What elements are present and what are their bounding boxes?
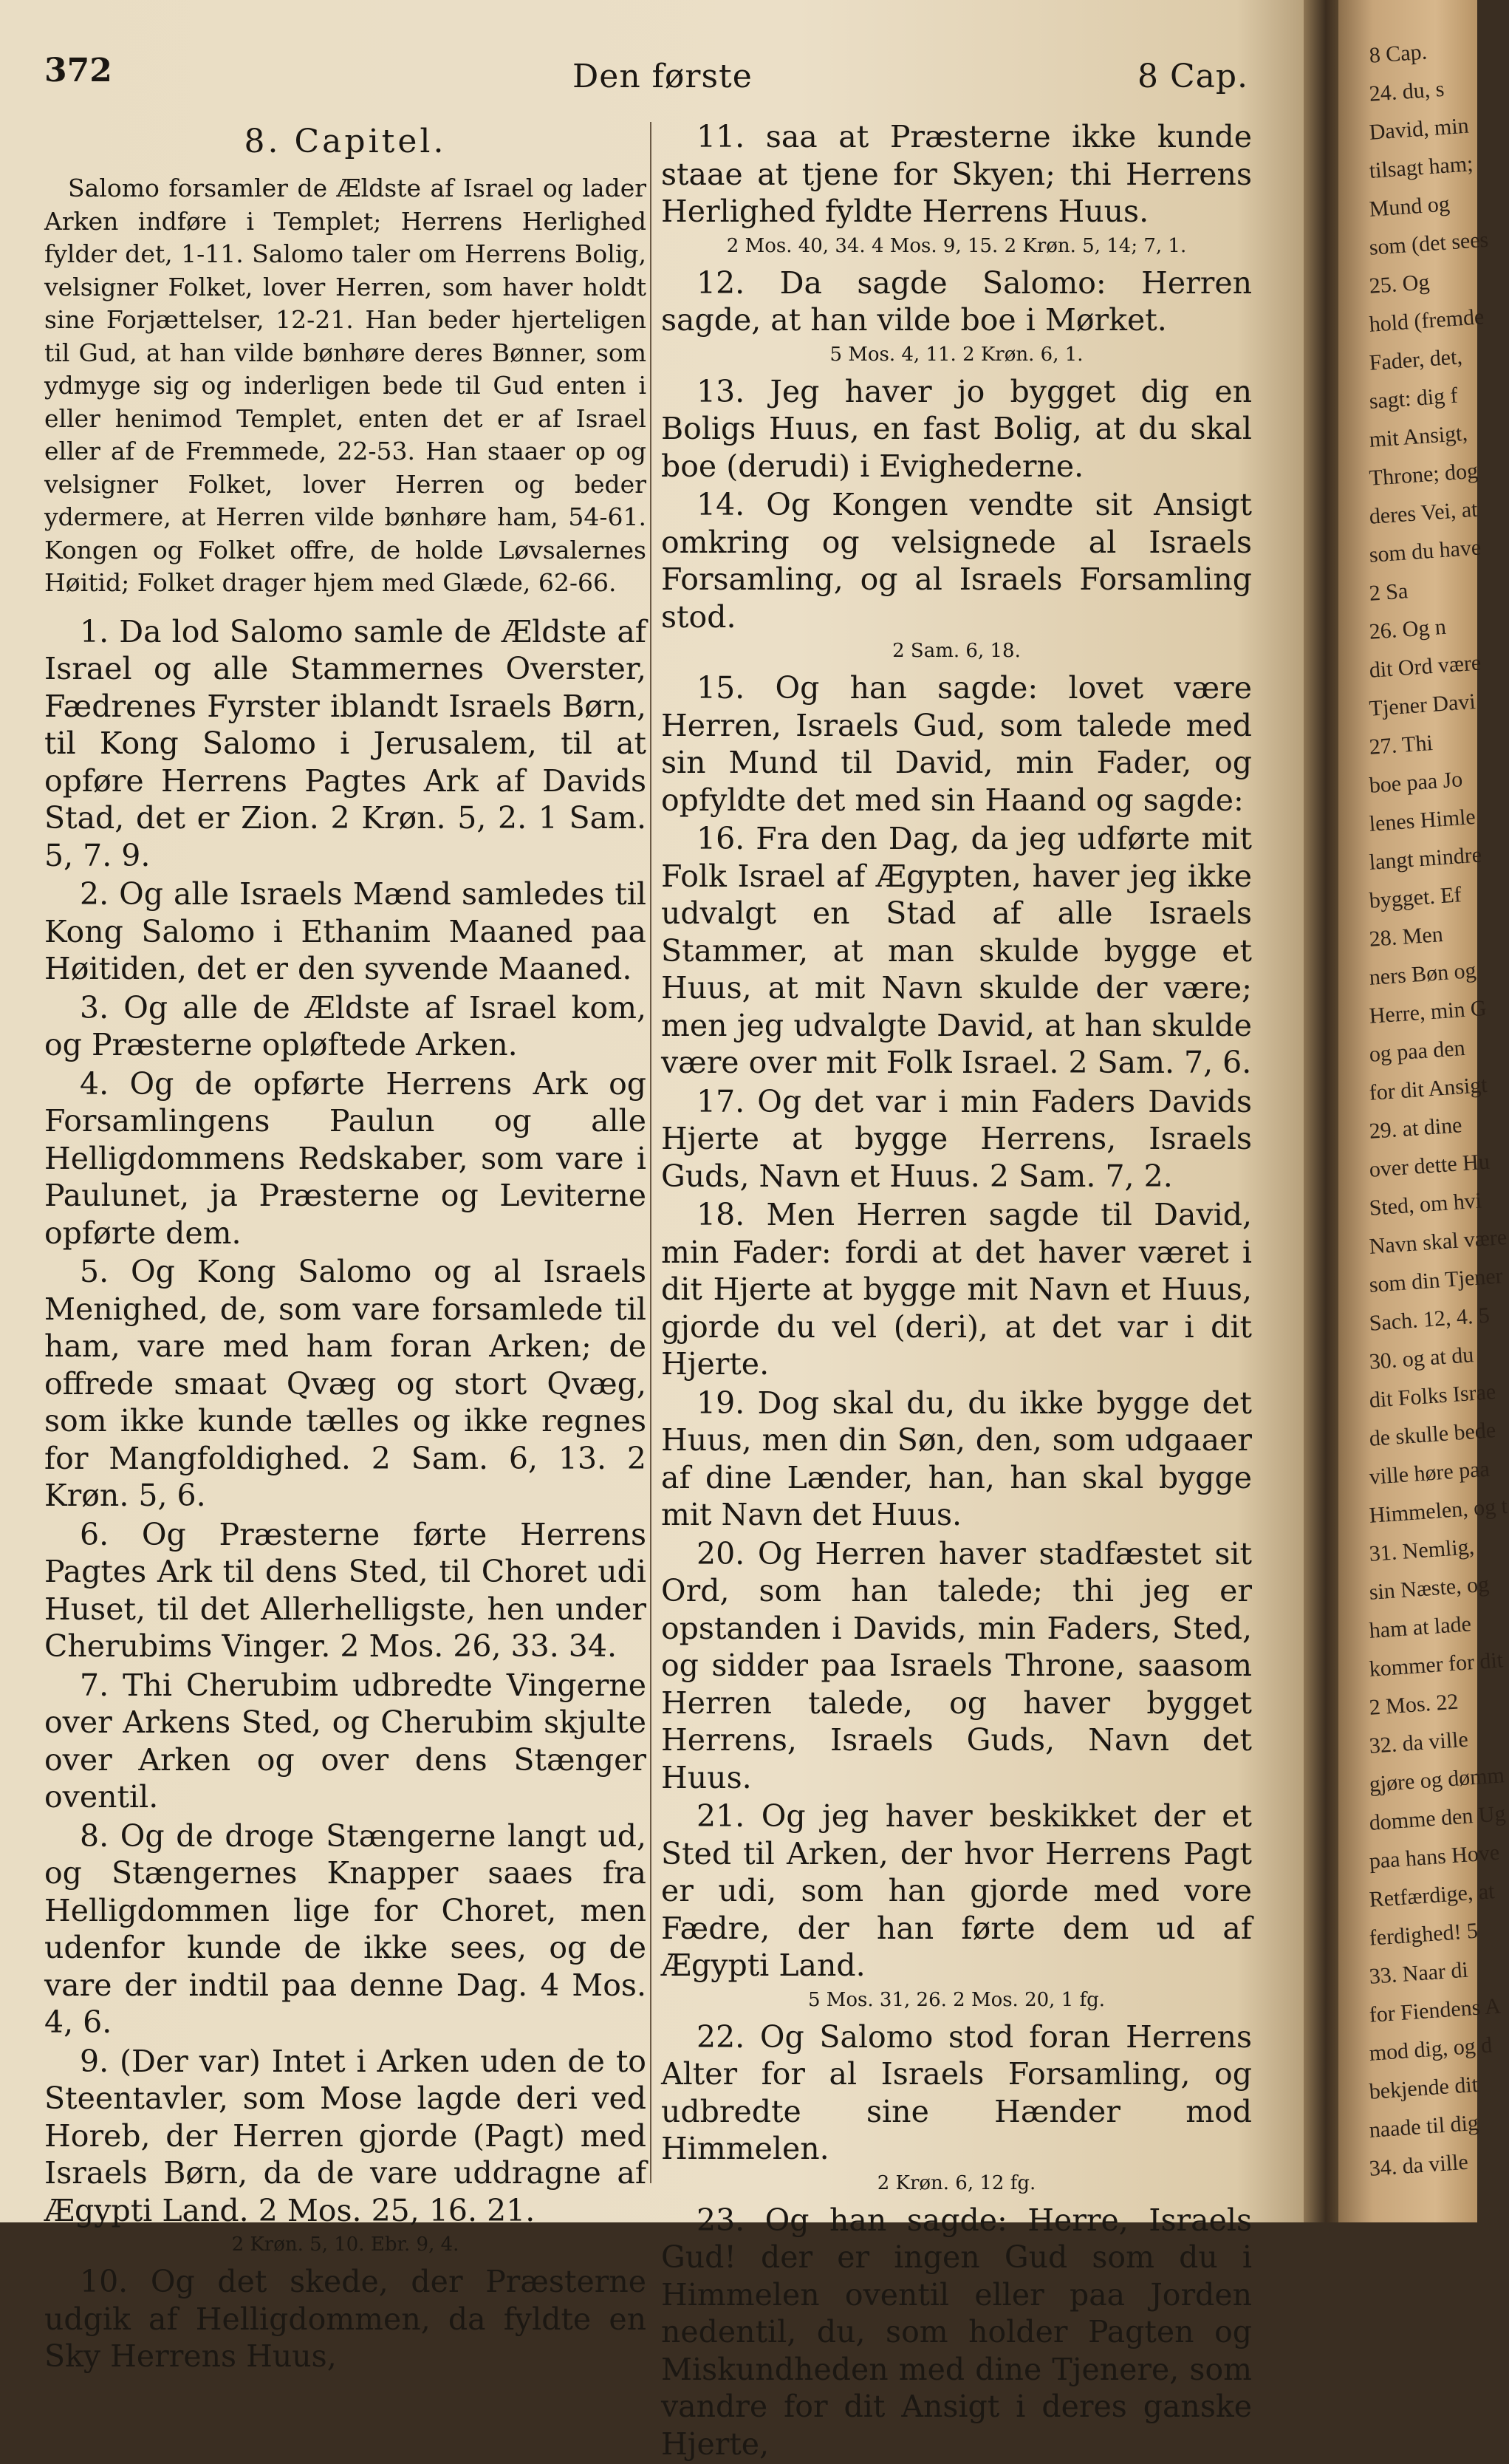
verse: 6. Og Præsterne førte Herrens Pagtes Ark til dens Sted, til Choret udi Huset, til det Allerhelligste, hen under Cherubims Vinger. 2 Mos. 26, 33. 34. <box>44 1516 646 1664</box>
adjacent-page-line: 8 Cap. <box>1368 39 1428 68</box>
adjacent-page-line: ners Bøn og <box>1368 958 1477 990</box>
adjacent-page-line: Sted, om hvi <box>1368 1188 1483 1221</box>
verse: 13. Jeg haver jo bygget dig en Boligs Huus, en fast Bolig, at du skal boe (derudi) i Evighederne. <box>661 373 1252 484</box>
right-column <box>661 118 1252 2464</box>
adjacent-page-line: gjøre og dømm <box>1368 1763 1505 1797</box>
adjacent-page-line: Navn skal være <box>1368 1224 1508 1259</box>
chapter-reference: 8 Cap. <box>1137 58 1248 95</box>
verse: 20. Og Herren haver stadfæstet sit Ord, som han talede; thi jeg er opstanden i Davids, min Faders, Sted, og sidder paa Israels Throne, saasom Herren talede, og haver bygget Herrens, Israels Guds, Navn det Huus. <box>661 1535 1252 1795</box>
verse: 5. Og Kong Salomo og al Israels Menighed, de, som vare forsamlede til ham, vare med ham foran Arken; de offrede smaat Qvæg og stort Qvæg, som ikke kunde tælles og ikke regnes for Mangfoldighed. 2 Sam. 6, 13. 2 Krøn. 5, 6. <box>44 1254 646 1513</box>
adjacent-page-line: Mund og <box>1368 191 1451 222</box>
chapter-summary: Salomo forsamler de Ældste af Israel og lader Arken indføre i Templet; Herrens Herlighed fylder det, 1-11. Salomo taler om Herrens Bolig, velsigner Folket, lover Herren, som haver holdt sine Forjættelser, 12-21. Han beder hjerteligen til Gud, at han vilde bønhøre deres Bønner, som ydmyge sig og inderligen bede til Gud enten i eller henimod Templet, enten det er af Israel eller af de Fremmede, 22-53. Han staaer op og velsigner Folket, lover Herren og beder ydermere, at Herren vilde bønhøre ham, 54-61. Kongen og Folket offre, de holde Løvsalernes Høitid; Folket drager hjem med Glæde, 62-66. <box>44 174 646 597</box>
cross-reference: 5 Mos. 4, 11. 2 Krøn. 6, 1. <box>829 343 1084 366</box>
verse: 4. Og de opførte Herrens Ark og Forsamlingens Paulun og alle Helligdommens Redskaber, som vare i Paulunet, ja Præsterne og Leviterne opførte dem. <box>44 1065 646 1251</box>
cross-reference: 2 Sam. 6, 18. <box>892 640 1021 662</box>
verse: 21. Og jeg haver beskikket der et Sted til Arken, der hvor Herrens Pagt er udi, som han gjorde med vore Fædre, der han førte dem ud af Ægypti Land. <box>661 1798 1252 1983</box>
adjacent-page-line: ville høre paa <box>1368 1456 1491 1489</box>
adjacent-page-line: 27. Thi <box>1368 730 1434 760</box>
running-title: Den første <box>572 58 753 95</box>
adjacent-page-line: sagt: dig f <box>1368 383 1459 414</box>
adjacent-page-line: Tjener Davi <box>1368 689 1477 721</box>
verse: 15. Og han sagde: lovet være Herren, Israels Gud, som talede med sin Mund til David, min Fader, og opfyldte det med sin Haand og sagde: <box>661 670 1252 818</box>
adjacent-page-line: paa hans Hove <box>1368 1840 1501 1874</box>
adjacent-page-line: 31. Nemlig, <box>1368 1535 1476 1566</box>
adjacent-page-line: Retfærdige, at <box>1368 1879 1496 1912</box>
adjacent-page-line: langt mindre <box>1368 842 1483 875</box>
adjacent-page-line: som (det sees <box>1368 227 1490 260</box>
verse: 16. Fra den Dag, da jeg udførte mit Folk Israel af Ægypten, haver jeg ikke udvalgt en Stad af alle Israels Stammer, at man skulde bygge et Huus, at mit Navn skulde der være; men jeg udvalgte David, at han skulde være over mit Folk Israel. 2 Sam. 7, 6. <box>661 821 1252 1080</box>
adjacent-page-line: 32. da ville <box>1368 1727 1469 1758</box>
adjacent-page-line: de skulle bede <box>1368 1418 1497 1451</box>
adjacent-page-line: naade til dig <box>1368 2110 1479 2143</box>
running-header <box>44 52 1248 111</box>
adjacent-page-line: domme den Ug <box>1368 1801 1507 1835</box>
chapter-heading: 8. Capitel. <box>244 123 447 160</box>
adjacent-page-line: David, min <box>1368 113 1470 145</box>
adjacent-page-line: for dit Ansigt <box>1368 1072 1488 1105</box>
adjacent-page-line: ferdighed! 5 <box>1368 1918 1479 1951</box>
adjacent-page <box>1338 0 1508 2222</box>
adjacent-page-line: Throne; dog <box>1368 458 1479 491</box>
adjacent-page-line: som din Tjener <box>1368 1263 1504 1297</box>
verse: 10. Og det skede, der Præsterne udgik af Helligdommen, da fyldte en Sky Herrens Huus, <box>44 2264 646 2374</box>
column-rule <box>650 122 651 2183</box>
verse: 12. Da sagde Salomo: Herren sagde, at han vilde boe i Mørket. <box>661 265 1252 338</box>
adjacent-page-line: hold (fremde <box>1368 304 1485 337</box>
page-number: 372 <box>44 52 112 89</box>
verse: 2. Og alle Israels Mænd samledes til Kong Salomo i Ethanim Maaned paa Høitiden, det er den syvende Maaned. <box>44 876 646 986</box>
cross-reference: 5 Mos. 31, 26. 2 Mos. 20, 1 fg. <box>807 1988 1106 2011</box>
adjacent-page-line: lenes Himle <box>1368 804 1477 836</box>
verse: 7. Thi Cherubim udbredte Vingerne over Arkens Sted, og Cherubim skjulte over Arken og over dens Stænger oventil. <box>44 1667 646 1815</box>
cross-reference: 2 Krøn. 6, 12 fg. <box>877 2171 1036 2194</box>
cross-reference: 2 Mos. 40, 34. 4 Mos. 9, 15. 2 Krøn. 5, 14; 7, 1. <box>726 234 1187 257</box>
adjacent-page-line: Herre, min G <box>1368 995 1488 1028</box>
adjacent-page-line: 26. Og n <box>1368 614 1447 644</box>
adjacent-page-line: bekjende dit <box>1368 2072 1479 2104</box>
verse: 23. Og han sagde: Herre, Israels Gud! der er ingen Gud som du i Himmelen oventil eller paa Jorden nedentil, du, som holder Pagten og Miskundheden med dine Tjenere, som vandre for dit Ansigt i deres ganske Hjerte, <box>661 2202 1252 2462</box>
adjacent-page-line: Himmelen, og t <box>1368 1493 1508 1528</box>
verse: 14. Og Kongen vendte sit Ansigt omkring og velsignede al Israels Forsamling, og al Israels Forsamling stod. <box>661 487 1252 635</box>
adjacent-page-line: 2 Sa <box>1368 579 1409 606</box>
adjacent-page-line: deres Vei, at <box>1368 496 1479 529</box>
left-column <box>44 118 646 2377</box>
adjacent-page-line: kommer for dit <box>1368 1648 1505 1682</box>
adjacent-page-line: som du have <box>1368 535 1482 567</box>
adjacent-page-line: Sach. 12, 4. 5 <box>1368 1303 1491 1336</box>
left-verse-list <box>44 613 646 2375</box>
adjacent-page-line: dit Ord være <box>1368 650 1482 683</box>
adjacent-page-line: 34. da ville <box>1368 2149 1469 2181</box>
adjacent-page-line: tilsagt ham; <box>1368 151 1474 183</box>
adjacent-page-line: sin Næste, og <box>1368 1571 1491 1605</box>
adjacent-page-line: 29. at dine <box>1368 1113 1463 1144</box>
adjacent-page-line: og paa den <box>1368 1035 1466 1067</box>
adjacent-page-line: 25. Og <box>1368 270 1431 298</box>
verse: 17. Og det var i min Faders Davids Hjerte at bygge Herrens, Israels Guds, Navn et Huus. 2 Sam. 7, 2. <box>661 1083 1252 1194</box>
verse: 19. Dog skal du, du ikke bygge det Huus, men din Søn, den, som udgaaer af dine Lænder, han, han skal bygge mit Navn det Huus. <box>661 1385 1252 1532</box>
verse: 1. Da lod Salomo samle de Ældste af Israel og alle Stammernes Overster, Fædrenes Fyrster iblandt Israels Børn, til Kong Salomo i Jerusalem, til at opføre Herrens Pagtes Ark af Davids Stad, det er Zion. 2 Krøn. 5, 2. 1 Sam. 5, 7. 9. <box>44 613 646 873</box>
adjacent-page-line: Fader, det, <box>1368 344 1463 375</box>
adjacent-page-line: 24. du, s <box>1368 76 1445 106</box>
right-verse-list <box>661 118 1252 2463</box>
adjacent-page-line: bygget. Ef <box>1368 882 1462 913</box>
adjacent-page-line: 33. Naar di <box>1368 1957 1469 1989</box>
adjacent-page-line: ham at lade <box>1368 1611 1472 1643</box>
adjacent-page-line: mod dig, og d <box>1368 2033 1493 2066</box>
verse: 9. (Der var) Intet i Arken uden de to Steentavler, som Mose lagde deri ved Horeb, der Herren gjorde (Pagt) med Israels Børn, da de vare uddragne af Ægypti Land. 2 Mos. 25, 16. 21. <box>44 2043 646 2228</box>
adjacent-page-line: dit Folks Israe <box>1368 1379 1497 1413</box>
verse: 22. Og Salomo stod foran Herrens Alter for al Israels Forsamling, og udbredte sine Hænder mod Himmelen. <box>661 2018 1252 2166</box>
verse: 3. Og alle de Ældste af Israel kom, og Præsterne opløftede Arken. <box>44 989 646 1062</box>
adjacent-page-line: for Fiendens A <box>1368 1993 1502 2027</box>
adjacent-page-line: mit Ansigt, <box>1368 420 1468 452</box>
verse: 8. Og de droge Stængerne langt ud, og Stængernes Knapper saaes fra Helligdommen lige for Choret, men udenfor kunde de ikke sees, og de vare der indtil paa denne Dag. 4 Mos. 4, 6. <box>44 1818 646 2040</box>
cross-reference: 2 Krøn. 5, 10. Ebr. 9, 4. <box>231 2233 459 2256</box>
adjacent-page-line: 28. Men <box>1368 922 1444 952</box>
adjacent-page-line: 30. og at du <box>1368 1342 1475 1374</box>
adjacent-page-line: 2 Mos. 22 <box>1368 1689 1460 1720</box>
verse: 18. Men Herren sagde til David, min Fader: fordi at det haver været i dit Hjerte at bygge mit Navn et Huus, gjorde du vel (deri), at det var i dit Hjerte. <box>661 1197 1252 1382</box>
adjacent-page-text <box>1338 0 1508 2188</box>
verse: 11. saa at Præsterne ikke kunde staae at tjene for Skyen; thi Herrens Herlighed fyldte Herrens Huus. <box>661 119 1252 229</box>
adjacent-page-line: boe paa Jo <box>1368 767 1464 798</box>
adjacent-page-line: over dette Hu <box>1368 1149 1491 1182</box>
